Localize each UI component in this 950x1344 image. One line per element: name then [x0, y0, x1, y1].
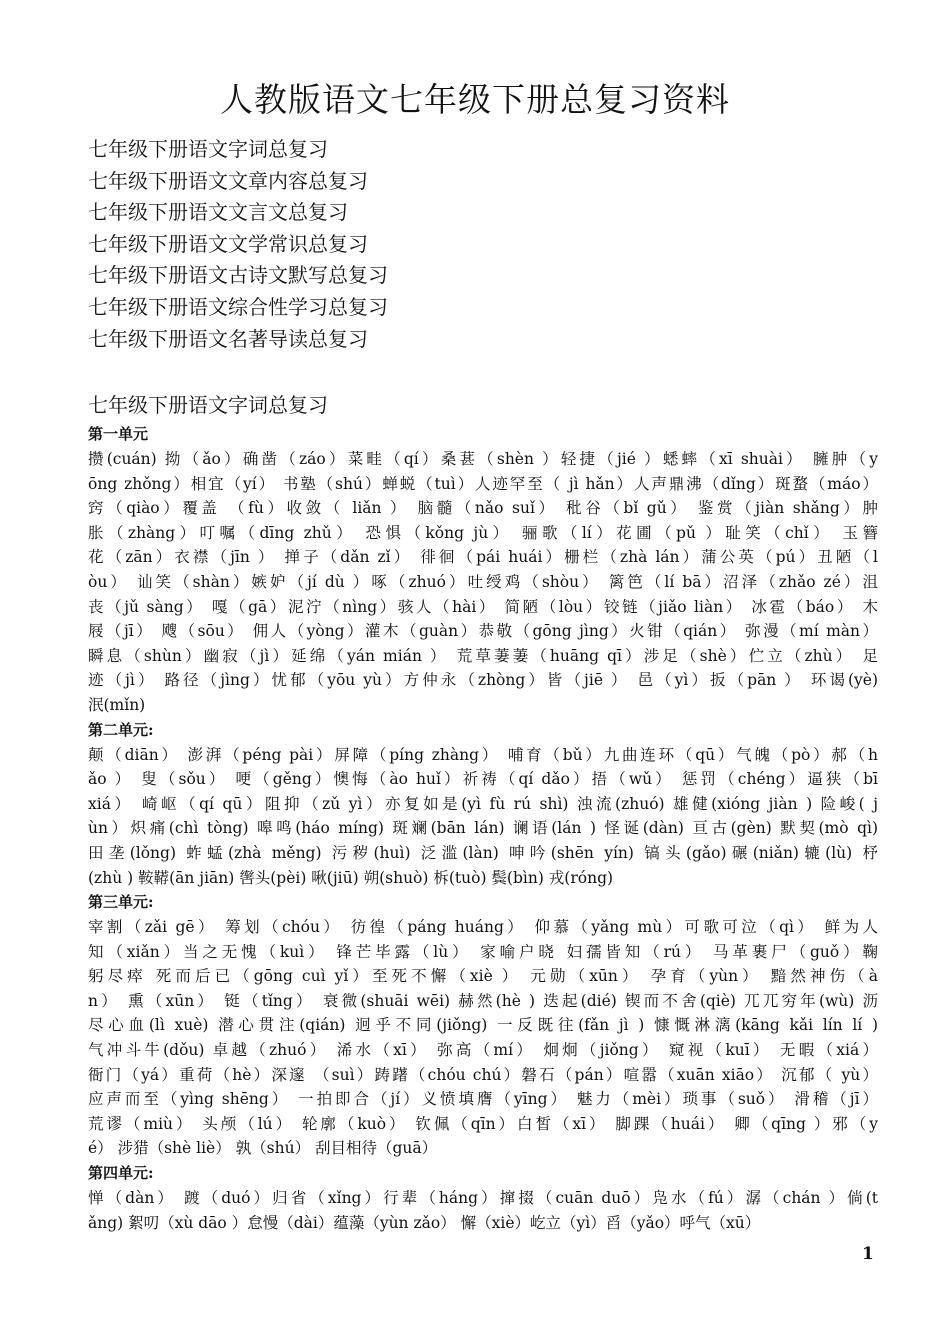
document-title: 人教版语文七年级下册总复习资料	[220, 80, 730, 119]
vocab-line: 胀（zhàng）叮嘱（dīng zhǔ） 恐惧（kǒng jù） 骊歌（lí）花圃（pǔ ）耻笑（chǐ） 玉簪	[88, 523, 878, 542]
vocab-line: 屐（jī） 飕（sōu） 佣人（yòng）灌木（guàn）恭敬（gōng jìng）火钳（qián） 弥漫（mí màn）	[88, 622, 878, 641]
vocab-line: 知（xiǎn）当之无愧（kuì） 锋芒毕露（lù） 家喻户晓 妇孺皆知（rú） 马革裹尸（guǒ）鞠	[88, 942, 878, 961]
vocab-line: 应声而至（yìng shēng） 一拍即合（jí）义愤填膺（yīng） 魅力（mèi）琐事（suǒ） 滑稽（jī）	[88, 1090, 878, 1109]
page-number: 1	[862, 1244, 874, 1264]
vocab-line: 宰割（zǎi gē） 筹划（chóu） 彷徨（páng huáng） 仰慕（yǎng mù）可歌可泣（qì） 鲜为人	[88, 918, 878, 937]
vocab-line: ōng zhǒng）相宜（yí） 书塾（shú）蝉蜕（tuì）人迹罕至（ jì hǎn）人声鼎沸（dǐng）斑蝥（máo）	[88, 474, 878, 493]
vocab-line: ǎng) 絮叨（xù dāo ）怠慢（dài）蕴藻（yùn zǎo） 懈（xiè）屹立（yì）舀（yǎo）呼气（xū）	[88, 1213, 761, 1232]
vocab-line: òu） 讪笑（shàn）嫉妒（jí dù ）啄（zhuó）吐绶鸡（shòu） 篱笆（lí bā）沼泽（zhǎo zé）沮	[88, 572, 878, 591]
vocab-line: 惮（dàn） 踱（duó）归省（xǐng）行辈（háng）撺掇（cuān duō）凫水（fú）潺（chán ）倘(t	[88, 1189, 878, 1208]
table-of-contents	[88, 134, 878, 355]
vocab-line: 泯(mǐn)	[88, 695, 146, 714]
vocab-line: 荒谬（miù） 头颅（lú） 轮廓（kuò） 钦佩（qīn）白皙（xī） 脚踝（huái） 卿（qīng ）邪（y	[88, 1114, 878, 1133]
toc-item: 七年级下册语文文言文总复习	[88, 200, 348, 225]
vocab-line: 颠（diān） 澎湃（péng pài）屏障（píng zhàng） 哺育（bǔ）九曲连环（qū）气魄（pò）郝（h	[88, 745, 878, 764]
toc-item: 七年级下册语文字词总复习	[88, 137, 328, 161]
toc-item: 七年级下册语文名著导读总复习	[88, 326, 368, 351]
vocab-line: 衙门（yá）重荷（hè）深邃 （suì）踌躇（chóu chú）磐石（pán）喧嚣（xuān xiāo） 沉郁（ yù）	[88, 1065, 878, 1084]
unit-heading: 第一单元	[88, 425, 149, 443]
vocab-line: 尽心血(lì xuè) 潜心贯注(qián) 迥乎不同(jiǒng) 一反既往(fǎn jì ) 慷慨淋漓(kāng kǎi lín lí )	[88, 1016, 878, 1035]
vocab-line: 迹（jì） 路径（jìng）忧郁（yōu yù）方仲永（zhòng）皆（jiē ） 邑（yì）扳（pān ） 环谒(yè)	[88, 671, 878, 690]
toc-item: 七年级下册语文综合性学习总复习	[88, 294, 388, 319]
toc-item: 七年级下册语文文章内容总复习	[88, 168, 368, 193]
toc-item: 七年级下册语文文学常识总复习	[88, 231, 368, 256]
unit-heading: 第三单元:	[88, 893, 154, 912]
vocab-line: ùn）炽痛(chì tòng) 嗥鸣(háo míng) 斑斓(bān lán) 谰语(lán ) 怪诞(dàn) 亘古(gèn) 默契(mò qì)	[88, 819, 878, 838]
vocab-line: é） 涉猎（shè liè） 孰（shú） 刮目相待（guā）	[88, 1139, 438, 1158]
vocab-line: (zhù ) 鞍鞯(ān jiān) 辔头(pèi) 啾(jiū) 朔(shuò) 柝(tuò) 鬓(bìn) 戎(róng)	[88, 868, 614, 887]
vocab-line: 攒(cuán) 拗（ǎo）确凿（záo）菜畦（qí）桑葚（shèn ）轻捷（jié ）蟋蟀（xī shuài） 臃肿（y	[88, 450, 878, 468]
vocab-line: n） 熏（xūn） 铤（tǐng） 衰微(shuāi wēi) 赫然(hè ) 迭起(dié) 锲而不舍(qiè) 兀兀穷年(wù) 沥	[88, 991, 878, 1010]
vocab-line: xiá） 崎岖（qí qū）阻抑（zǔ yì）亦复如是(yì fù rú shì) 浊流(zhuó) 雄健(xióng jiàn ) 险峻( j	[88, 794, 878, 813]
vocab-line: 瞬息（shùn）幽寂（jì）延绵（yán mián ） 荒草萋萋（huāng qī）涉足（shè）伫立（zhù） 足	[88, 646, 878, 665]
toc-item: 七年级下册语文古诗文默写总复习	[88, 263, 388, 288]
section-title: 七年级下册语文字词总复习	[88, 393, 328, 417]
unit-heading: 第四单元:	[88, 1164, 154, 1183]
unit-heading: 第二单元:	[88, 720, 154, 739]
vocab-line: 丧（jǔ sàng） 嘎（gā）泥泞（nìng）骇人（hài） 简陋（lòu）铰链（jiǎo liàn） 冰雹（báo） 木	[88, 597, 878, 616]
vocab-line: 气冲斗牛(dǒu) 卓越（zhuó） 浠水（xī） 弥高（mí） 炯炯（jiǒng） 窥视（kuī） 无暇（xiá）	[88, 1041, 878, 1060]
vocab-line: 窍（qiào）覆盖 （fù）收敛（ liǎn ） 脑髓（nǎo suǐ） 秕谷（bǐ gǔ） 鉴赏（jiàn shǎng）肿	[88, 499, 878, 518]
vocab-line: 田垄(lǒng) 蚱蜢(zhà měng) 污秽(huì) 泛滥(làn) 呻吟(shēn yín) 镐头(gǎo)碾(niǎn)辘(lù) 杼	[88, 843, 878, 862]
vocab-line: 花（zān）衣襟（jīn ） 掸子（dǎn zǐ） 徘徊（pái huái）栅栏（zhà lán）蒲公英（pú）丑陋（l	[88, 548, 878, 567]
vocab-line: 躬尽瘁 死而后已（gōng cuì yǐ）至死不懈（xiè ） 元勋（xūn） 孕育（yùn） 黯然神伤（à	[88, 967, 878, 986]
vocab-line: ǎo ） 叟（sǒu） 哽（gěng）懊悔（ào huǐ）祈祷（qí dǎo）捂（wǔ） 惩罚（chéng）逼狭（bī	[88, 770, 878, 789]
vocabulary-body	[88, 422, 878, 1235]
